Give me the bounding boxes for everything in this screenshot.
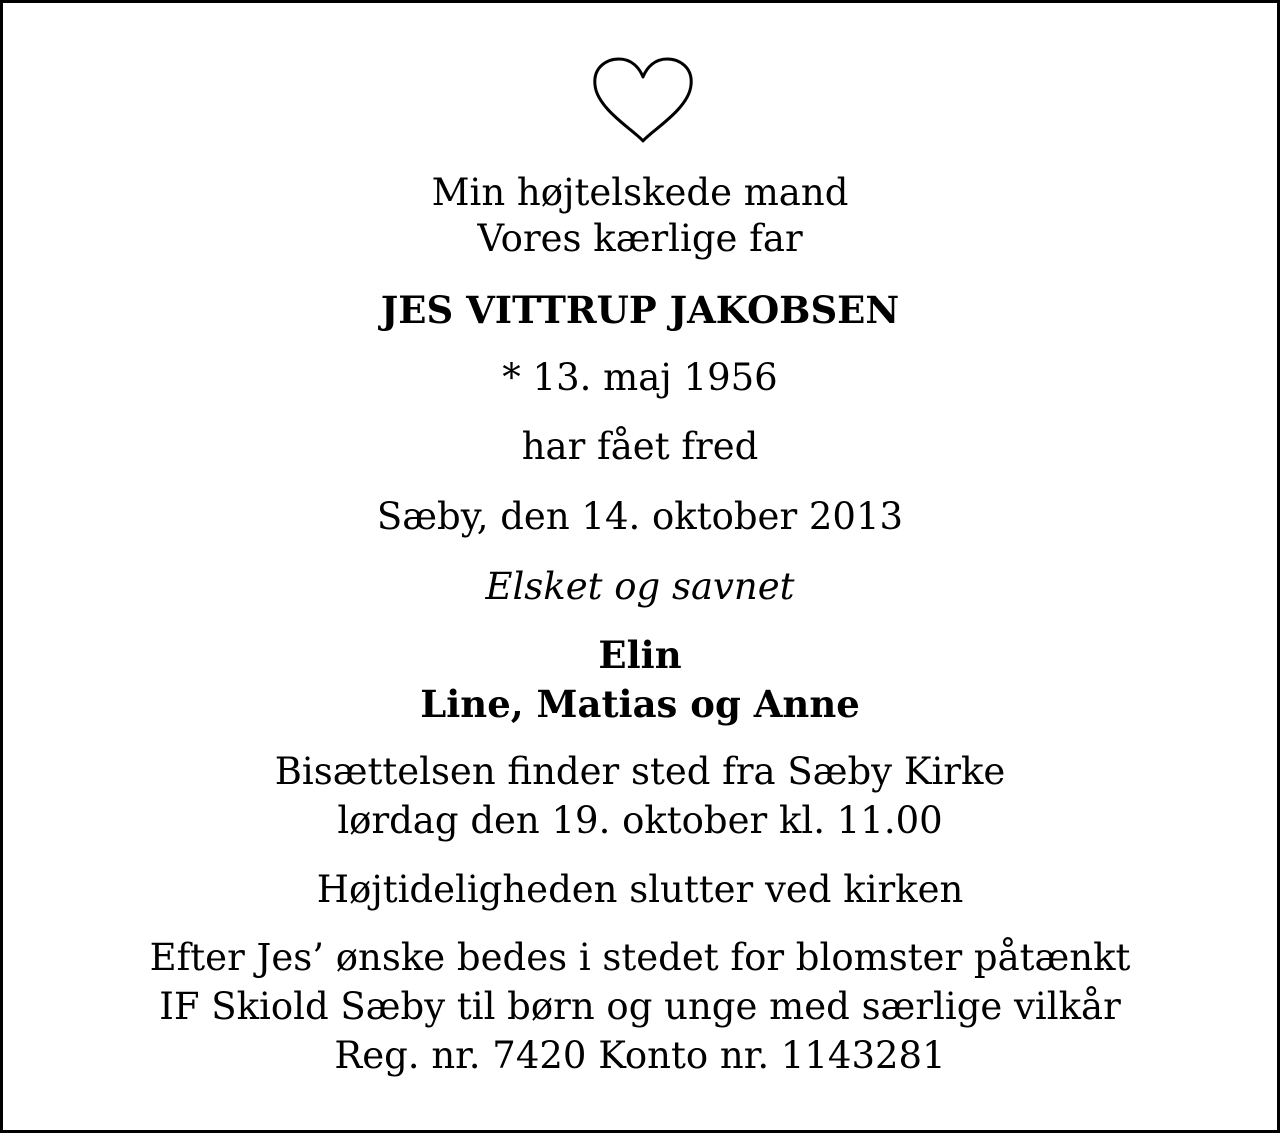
donation-line-1: Efter Jes’ ønske bedes i stedet for blomster påtænkt bbox=[149, 936, 1131, 979]
intro-line-2: Vores kærlige far bbox=[477, 217, 803, 260]
donation-line-2: IF Skiold Sæby til børn og unge med særlige vilkår bbox=[159, 985, 1121, 1028]
intro-line-1: Min højtelskede mand bbox=[431, 171, 849, 214]
deceased-name: JES VITTRUP JAKOBSEN bbox=[380, 288, 900, 332]
place-and-date: Sæby, den 14. oktober 2013 bbox=[376, 495, 904, 538]
heart-icon bbox=[591, 55, 695, 147]
ceremony-line-1: Bisættelsen finder sted fra Sæby Kirke bbox=[274, 750, 1006, 793]
birth-date: * 13. maj 1956 bbox=[502, 356, 778, 399]
passed-phrase: har fået fred bbox=[521, 425, 759, 468]
signoff: Elsket og savnet bbox=[485, 565, 795, 608]
ceremony-line-2: lørdag den 19. oktober kl. 11.00 bbox=[337, 799, 943, 842]
ceremony-closing: Højtideligheden slutter ved kirken bbox=[316, 868, 964, 911]
family-line-2: Line, Matias og Anne bbox=[420, 682, 860, 726]
family-line-1: Elin bbox=[598, 633, 682, 677]
donation-line-3: Reg. nr. 7420 Konto nr. 1143281 bbox=[334, 1034, 946, 1077]
